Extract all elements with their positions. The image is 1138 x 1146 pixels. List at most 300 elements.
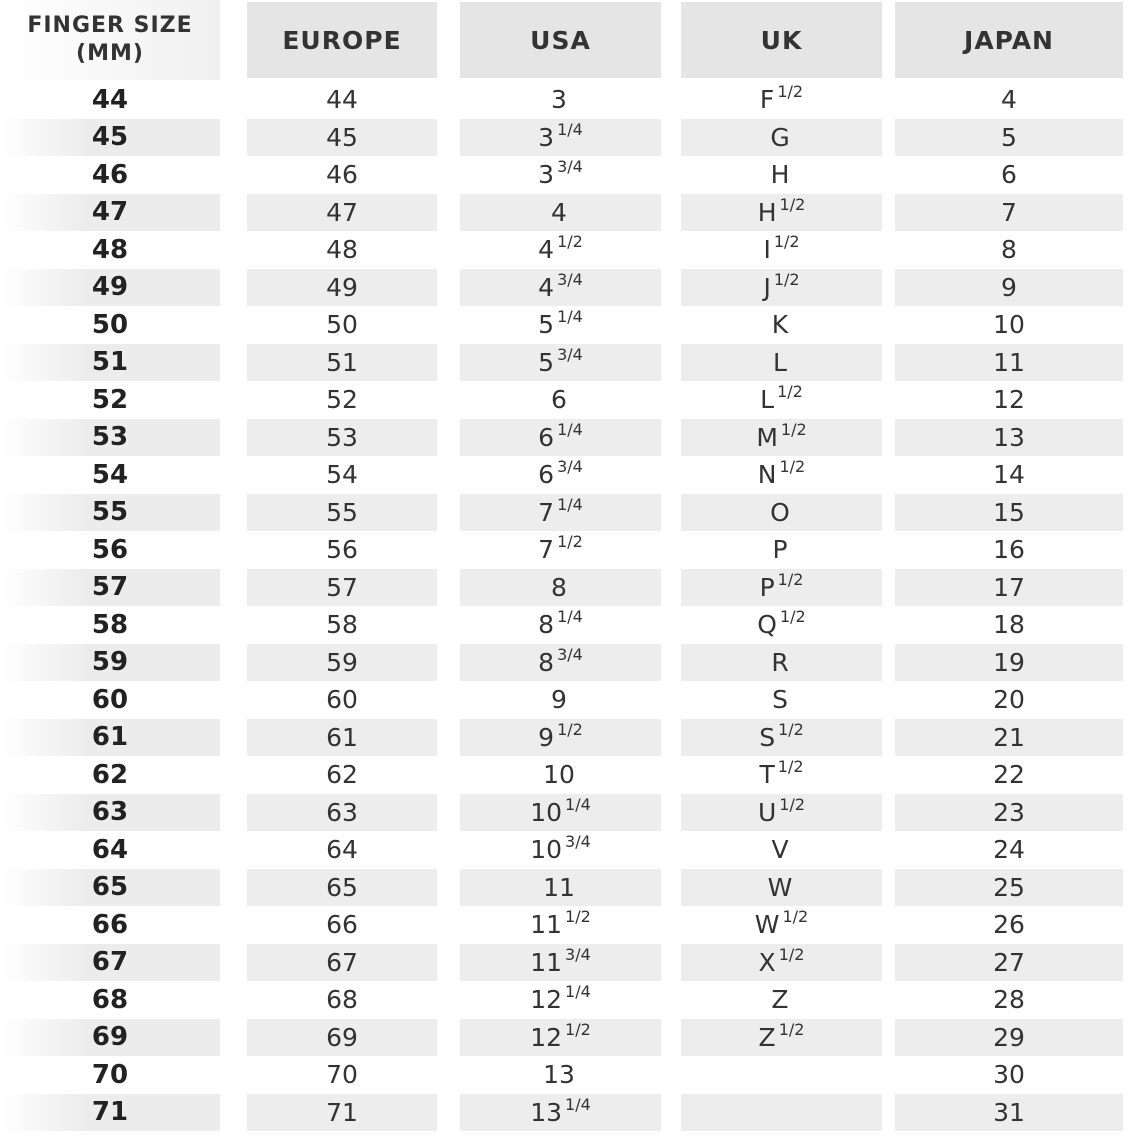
fraction-text: 1/2 — [773, 269, 800, 289]
table-row — [0, 344, 1138, 382]
header-europe: EUROPE — [247, 2, 437, 78]
value-text: 17 — [993, 572, 1025, 602]
value-text: 46 — [91, 159, 129, 190]
cell-uk — [681, 456, 882, 494]
value-text: N — [757, 460, 777, 490]
value-text: 51 — [91, 347, 129, 378]
cell-europe — [247, 269, 437, 307]
value-text: 59 — [91, 647, 129, 678]
cell-uk — [681, 606, 882, 644]
cell-uk — [681, 306, 882, 344]
value-text: 22 — [993, 760, 1025, 790]
cell-finger-size — [0, 456, 220, 494]
cell-japan — [895, 531, 1123, 569]
value-text: W — [767, 872, 793, 902]
value-text: 12 — [530, 985, 563, 1015]
cell-uk — [681, 831, 882, 869]
cell-uk — [681, 494, 882, 532]
fraction-text: 1/4 — [565, 794, 591, 814]
table-row — [0, 419, 1138, 457]
fraction-text: 1/2 — [778, 719, 804, 739]
cell-finger-size — [0, 756, 220, 794]
cell-finger-size — [0, 794, 220, 832]
cell-europe — [247, 1056, 437, 1094]
table-row — [0, 644, 1138, 682]
value-text: 53 — [326, 422, 358, 452]
value-text: Z — [758, 1022, 776, 1052]
cell-uk — [681, 81, 882, 119]
header-finger-size-unit: (MM) — [76, 41, 144, 66]
cell-usa — [460, 756, 661, 794]
value-text: 3 — [538, 160, 555, 190]
table-row — [0, 681, 1138, 719]
value-text: 66 — [326, 910, 358, 940]
value-text: 5 — [538, 347, 555, 377]
value-text: 55 — [91, 497, 129, 528]
cell-uk — [681, 869, 882, 907]
cell-japan — [895, 119, 1123, 157]
fraction-text: 3/4 — [557, 644, 583, 664]
table-row — [0, 756, 1138, 794]
cell-finger-size — [0, 906, 220, 944]
cell-finger-size — [0, 269, 220, 307]
value-text: 55 — [326, 497, 358, 527]
value-text: 4 — [538, 235, 555, 265]
cell-usa — [460, 419, 661, 457]
fraction-text: 3/4 — [565, 944, 591, 964]
cell-uk — [681, 756, 882, 794]
cell-finger-size — [0, 719, 220, 757]
cell-europe — [247, 1094, 437, 1132]
table-row — [0, 1019, 1138, 1057]
cell-japan — [895, 831, 1123, 869]
cell-uk — [681, 906, 882, 944]
cell-finger-size — [0, 644, 220, 682]
value-text: 52 — [326, 385, 358, 415]
value-text: 19 — [993, 647, 1025, 677]
value-text: 21 — [993, 722, 1025, 752]
cell-europe — [247, 81, 437, 119]
cell-usa — [460, 456, 661, 494]
cell-europe — [247, 531, 437, 569]
value-text: H — [770, 160, 790, 190]
fraction-text: 1/4 — [557, 607, 583, 627]
value-text: R — [771, 647, 789, 677]
fraction-text: 1/2 — [778, 1019, 805, 1039]
cell-europe — [247, 569, 437, 607]
header-finger-size-label: FINGER SIZE — [27, 13, 193, 38]
value-text: 64 — [326, 835, 358, 865]
value-text: 62 — [326, 760, 358, 790]
value-text: 44 — [326, 85, 358, 115]
fraction-text: 1/2 — [777, 569, 804, 589]
value-text: S — [772, 685, 788, 715]
cell-usa — [460, 194, 661, 232]
cell-europe — [247, 981, 437, 1019]
fraction-text: 1/4 — [557, 494, 583, 514]
cell-uk — [681, 269, 882, 307]
value-text: 11 — [530, 947, 563, 977]
value-text: 60 — [91, 684, 129, 715]
value-text: 28 — [993, 985, 1025, 1015]
table-row — [0, 981, 1138, 1019]
table-row — [0, 831, 1138, 869]
cell-uk — [681, 231, 882, 269]
cell-japan — [895, 306, 1123, 344]
fraction-text: 3/4 — [557, 269, 583, 289]
table-row — [0, 269, 1138, 307]
value-text: 54 — [326, 460, 358, 490]
value-text: 15 — [993, 497, 1025, 527]
value-text: 18 — [993, 610, 1025, 640]
value-text: 9 — [1001, 272, 1017, 302]
cell-europe — [247, 156, 437, 194]
fraction-text: 1/2 — [557, 232, 583, 252]
cell-usa — [460, 381, 661, 419]
value-text: L — [760, 385, 775, 415]
value-text: 62 — [91, 759, 129, 790]
value-text: 69 — [326, 1022, 358, 1052]
fraction-text: 1/2 — [777, 82, 804, 102]
cell-usa — [460, 644, 661, 682]
value-text: 49 — [326, 272, 358, 302]
value-text: 30 — [993, 1060, 1025, 1090]
value-text: F — [759, 85, 775, 115]
value-text: X — [758, 947, 776, 977]
size-table — [0, 81, 1138, 1131]
cell-usa — [460, 944, 661, 982]
cell-uk — [681, 531, 882, 569]
cell-uk — [681, 794, 882, 832]
value-text: 29 — [993, 1022, 1025, 1052]
value-text: 63 — [91, 797, 129, 828]
value-text: 70 — [91, 1059, 129, 1090]
cell-japan — [895, 981, 1123, 1019]
value-text: 4 — [538, 272, 555, 302]
cell-uk — [681, 569, 882, 607]
cell-europe — [247, 606, 437, 644]
cell-japan — [895, 869, 1123, 907]
cell-usa — [460, 531, 661, 569]
cell-japan — [895, 269, 1123, 307]
value-text: 61 — [326, 722, 358, 752]
value-text: V — [771, 835, 789, 865]
table-row — [0, 794, 1138, 832]
cell-europe — [247, 344, 437, 382]
cell-finger-size — [0, 681, 220, 719]
table-row — [0, 569, 1138, 607]
fraction-text: 1/4 — [557, 307, 583, 327]
cell-uk — [681, 681, 882, 719]
table-row — [0, 194, 1138, 232]
value-text: 56 — [91, 534, 129, 565]
cell-finger-size — [0, 981, 220, 1019]
cell-uk — [681, 156, 882, 194]
cell-europe — [247, 869, 437, 907]
cell-finger-size — [0, 831, 220, 869]
cell-japan — [895, 494, 1123, 532]
value-text: 65 — [326, 872, 358, 902]
table-row — [0, 1056, 1138, 1094]
cell-europe — [247, 456, 437, 494]
value-text: I — [763, 235, 771, 265]
value-text: 56 — [326, 535, 358, 565]
cell-usa — [460, 681, 661, 719]
value-text: W — [754, 910, 780, 940]
value-text: 57 — [91, 572, 129, 603]
cell-usa — [460, 494, 661, 532]
cell-uk — [681, 381, 882, 419]
cell-usa — [460, 1019, 661, 1057]
header-finger-size — [0, 0, 220, 80]
value-text: H — [757, 197, 777, 227]
value-text: 25 — [993, 872, 1025, 902]
cell-japan — [895, 419, 1123, 457]
value-text: M — [756, 422, 778, 452]
value-text: 63 — [326, 797, 358, 827]
cell-europe — [247, 1019, 437, 1057]
value-text: 11 — [530, 910, 563, 940]
value-text: 23 — [993, 797, 1025, 827]
value-text: 5 — [538, 310, 555, 340]
cell-finger-size — [0, 231, 220, 269]
value-text: 57 — [326, 572, 358, 602]
cell-japan — [895, 194, 1123, 232]
cell-japan — [895, 456, 1123, 494]
table-row — [0, 1094, 1138, 1132]
value-text: K — [771, 310, 789, 340]
cell-usa — [460, 269, 661, 307]
cell-usa — [460, 306, 661, 344]
cell-europe — [247, 794, 437, 832]
fraction-text: 1/4 — [565, 982, 591, 1002]
value-text: 8 — [538, 610, 555, 640]
cell-uk — [681, 119, 882, 157]
value-text: 12 — [530, 1022, 563, 1052]
cell-uk — [681, 944, 882, 982]
value-text: 13 — [530, 1097, 563, 1127]
value-text: 27 — [993, 947, 1025, 977]
fraction-text: 1/2 — [779, 457, 806, 477]
cell-usa — [460, 606, 661, 644]
cell-uk — [681, 194, 882, 232]
table-row — [0, 231, 1138, 269]
value-text: 7 — [538, 535, 555, 565]
value-text: 8 — [538, 647, 555, 677]
value-text: 45 — [326, 122, 358, 152]
cell-usa — [460, 981, 661, 1019]
cell-usa — [460, 794, 661, 832]
value-text: 9 — [538, 722, 555, 752]
cell-finger-size — [0, 531, 220, 569]
cell-finger-size — [0, 194, 220, 232]
cell-usa — [460, 869, 661, 907]
cell-finger-size — [0, 869, 220, 907]
cell-uk — [681, 344, 882, 382]
value-text: 70 — [326, 1060, 358, 1090]
value-text: 51 — [326, 347, 358, 377]
cell-europe — [247, 119, 437, 157]
cell-usa — [460, 231, 661, 269]
cell-finger-size — [0, 381, 220, 419]
cell-europe — [247, 306, 437, 344]
cell-japan — [895, 794, 1123, 832]
value-text: U — [757, 797, 777, 827]
header-japan: JAPAN — [895, 2, 1123, 78]
value-text: Q — [757, 610, 777, 640]
value-text: 13 — [543, 1060, 575, 1090]
fraction-text: 3/4 — [557, 344, 583, 364]
value-text: 16 — [993, 535, 1025, 565]
value-text: 14 — [993, 460, 1025, 490]
fraction-text: 1/2 — [779, 794, 806, 814]
cell-usa — [460, 1094, 661, 1132]
cell-europe — [247, 644, 437, 682]
value-text: 11 — [543, 872, 575, 902]
fraction-text: 1/2 — [557, 719, 583, 739]
value-text: 26 — [993, 910, 1025, 940]
value-text: 13 — [993, 422, 1025, 452]
value-text: 6 — [538, 422, 555, 452]
fraction-text: 3/4 — [565, 832, 591, 852]
table-row — [0, 119, 1138, 157]
value-text: 67 — [326, 947, 358, 977]
value-text: 12 — [993, 385, 1025, 415]
value-text: 10 — [993, 310, 1025, 340]
value-text: 68 — [326, 985, 358, 1015]
cell-europe — [247, 756, 437, 794]
value-text: 3 — [538, 122, 555, 152]
header-usa: USA — [460, 2, 661, 78]
value-text: 60 — [326, 685, 358, 715]
fraction-text: 1/2 — [777, 757, 804, 777]
fraction-text: 1/2 — [779, 607, 806, 627]
value-text: 11 — [993, 347, 1025, 377]
cell-japan — [895, 381, 1123, 419]
value-text: 10 — [543, 760, 575, 790]
table-row — [0, 531, 1138, 569]
value-text: 46 — [326, 160, 358, 190]
fraction-text: 1/4 — [557, 419, 583, 439]
table-row — [0, 81, 1138, 119]
cell-usa — [460, 119, 661, 157]
value-text: 4 — [551, 197, 567, 227]
cell-japan — [895, 719, 1123, 757]
fraction-text: 1/2 — [778, 944, 805, 964]
cell-finger-size — [0, 569, 220, 607]
cell-japan — [895, 1019, 1123, 1057]
cell-europe — [247, 381, 437, 419]
value-text: 61 — [91, 722, 129, 753]
value-text: 58 — [326, 610, 358, 640]
value-text: 6 — [551, 385, 567, 415]
cell-europe — [247, 419, 437, 457]
fraction-text: 1/2 — [565, 907, 591, 927]
value-text: P — [759, 572, 775, 602]
value-text: 44 — [91, 84, 129, 115]
value-text: O — [770, 497, 790, 527]
cell-europe — [247, 494, 437, 532]
cell-usa — [460, 1056, 661, 1094]
value-text: 8 — [551, 572, 567, 602]
table-row — [0, 156, 1138, 194]
table-row — [0, 869, 1138, 907]
cell-japan — [895, 569, 1123, 607]
cell-japan — [895, 681, 1123, 719]
value-text: 8 — [1001, 235, 1017, 265]
cell-finger-size — [0, 494, 220, 532]
cell-uk — [681, 719, 882, 757]
table-row — [0, 381, 1138, 419]
fraction-text: 1/2 — [565, 1019, 591, 1039]
cell-usa — [460, 719, 661, 757]
table-row — [0, 456, 1138, 494]
value-text: 53 — [91, 422, 129, 453]
fraction-text: 1/2 — [780, 419, 807, 439]
value-text: Z — [771, 985, 789, 1015]
cell-uk — [681, 644, 882, 682]
cell-europe — [247, 681, 437, 719]
cell-japan — [895, 606, 1123, 644]
cell-uk — [681, 1094, 882, 1132]
table-row — [0, 944, 1138, 982]
cell-japan — [895, 344, 1123, 382]
value-text: 6 — [1001, 160, 1017, 190]
value-text: 45 — [91, 122, 129, 153]
table-row — [0, 494, 1138, 532]
cell-japan — [895, 81, 1123, 119]
value-text: 6 — [538, 460, 555, 490]
value-text: 68 — [91, 984, 129, 1015]
cell-usa — [460, 831, 661, 869]
value-text: 7 — [1001, 197, 1017, 227]
fraction-text: 3/4 — [557, 157, 583, 177]
cell-finger-size — [0, 606, 220, 644]
cell-finger-size — [0, 156, 220, 194]
value-text: 50 — [91, 309, 129, 340]
value-text: 59 — [326, 647, 358, 677]
cell-japan — [895, 944, 1123, 982]
value-text: 3 — [551, 85, 567, 115]
cell-finger-size — [0, 1056, 220, 1094]
cell-finger-size — [0, 344, 220, 382]
fraction-text: 1/2 — [773, 232, 800, 252]
cell-finger-size — [0, 944, 220, 982]
cell-finger-size — [0, 81, 220, 119]
cell-europe — [247, 831, 437, 869]
cell-finger-size — [0, 119, 220, 157]
value-text: 58 — [91, 609, 129, 640]
cell-uk — [681, 1019, 882, 1057]
cell-usa — [460, 156, 661, 194]
value-text: 47 — [91, 197, 129, 228]
table-row — [0, 719, 1138, 757]
value-text: 65 — [91, 872, 129, 903]
value-text: 48 — [91, 234, 129, 265]
cell-finger-size — [0, 1019, 220, 1057]
value-text: 71 — [91, 1097, 129, 1128]
cell-usa — [460, 569, 661, 607]
value-text: J — [763, 272, 771, 302]
value-text: 71 — [326, 1097, 358, 1127]
value-text: G — [770, 122, 790, 152]
cell-japan — [895, 1094, 1123, 1132]
cell-usa — [460, 81, 661, 119]
cell-usa — [460, 344, 661, 382]
value-text: 20 — [993, 685, 1025, 715]
value-text: 67 — [91, 947, 129, 978]
value-text: T — [759, 760, 775, 790]
